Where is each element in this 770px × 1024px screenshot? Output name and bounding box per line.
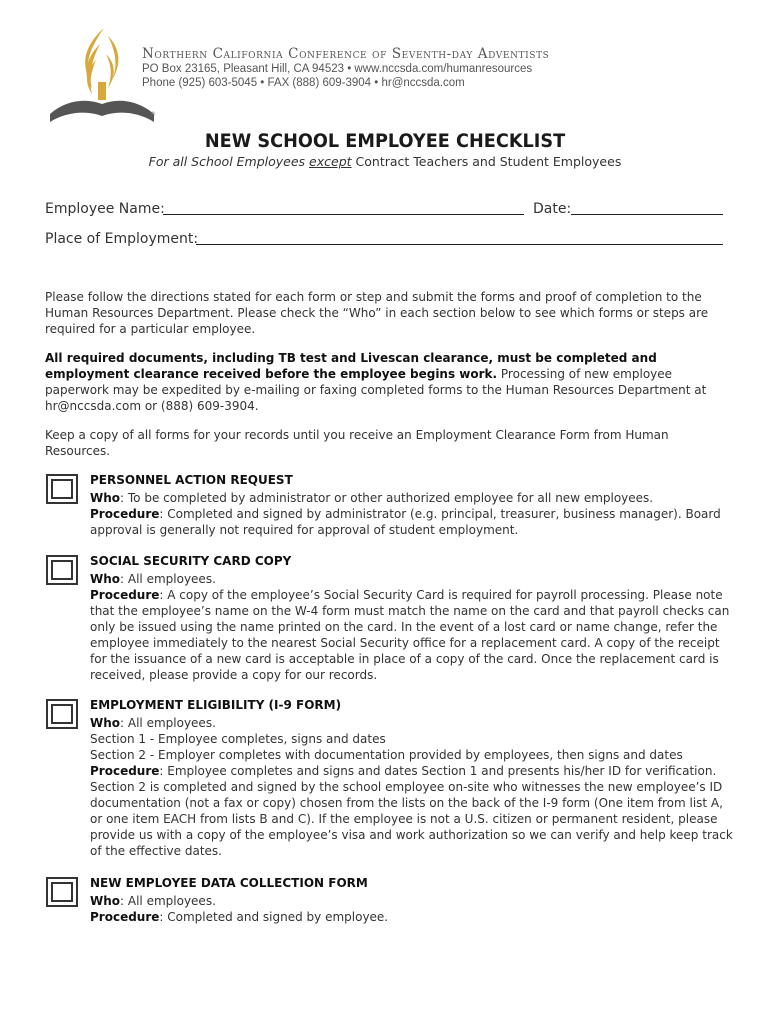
registered-mark: ® (150, 111, 156, 118)
personnel-action-checkbox[interactable] (46, 474, 78, 504)
place-of-employment-label: Place of Employment: (45, 231, 199, 247)
org-header (142, 46, 549, 90)
item-title: SOCIAL SECURITY CARD COPY (90, 554, 292, 568)
org-contact: Phone (925) 603-5045 • FAX (888) 609-3904 • hr@nccsda.com (142, 77, 465, 89)
subtitle-except: except (309, 154, 352, 169)
data-collection-checkbox[interactable] (46, 877, 78, 907)
intro-paragraph-2: All required documents, including TB test and Livescan clearance, must be completed and employment clearance received before the employee begins work. Processing of new employee paperwork may be expedited by e-mailing or faxing completed forms to the Human Resources Department at hr@nccsda.com or (888) 609-3904. (45, 351, 707, 413)
item-title: PERSONNEL ACTION REQUEST (90, 473, 293, 487)
intro-paragraph-3: Keep a copy of all forms for your records until you receive an Employment Clearance Form from Human Resources. (45, 428, 669, 458)
intro-required-bold: All required documents, including TB test and Livescan clearance, must be completed and employment clearance received before the employee begins work. (45, 351, 657, 381)
subtitle-part1: For all School Employees (148, 154, 310, 169)
checklist-item-body: SOCIAL SECURITY CARD COPY Who: All employees. Procedure: A copy of the employee’s Social Security Card is required for payroll processing. Please note that the employee’s name on the W-4 form must match the name on the card and that payroll checks can only be issued using the name printed on the card. In the event of a lost card or name change, refer the employee immediately to the nearest Social Security office for a replacement card. A copy of the receipt for the issuance of a new card is acceptable in place of a copy of the card. Once the replacement card is received, please provide a copy for our records. (90, 553, 736, 683)
employee-name-label: Employee Name: (45, 201, 165, 217)
place-of-employment-field[interactable] (196, 244, 723, 245)
employment-eligibility-checkbox[interactable] (46, 699, 78, 729)
employee-name-field[interactable] (163, 214, 524, 215)
intro-paragraph-1: Please follow the directions stated for each form or step and submit the forms and proof of completion to the Human Resources Department. Please check the “Who” in each section below to see which forms or steps are required for a particular employee. (45, 290, 709, 336)
section-1-text: Section 1 - Employee completes, signs and dates (90, 732, 386, 746)
subtitle-part3: Contract Teachers and Student Employees (351, 154, 622, 169)
checklist-item-body: PERSONNEL ACTION REQUEST Who: To be completed by administrator or other authorized employee for all new employees. Procedure: Completed and signed by administrator (e.g. principal, treasurer, business manager). Board approval is generally not required for approval of student employment. (90, 472, 736, 538)
social-security-checkbox[interactable] (46, 555, 78, 585)
checklist-item-body: EMPLOYMENT ELIGIBILITY (I-9 FORM) Who: All employees. Section 1 - Employee completes, signs and dates Section 2 - Employer completes with documentation provided by employees, then signs and dates Procedure: Employee completes and signs and dates Section 1 and presents his/her ID for verification. Section 2 is completed and signed by the school employee on-site who witnesses the new employee’s ID documentation (not a fax or copy) chosen from the lists on the back of the I-9 form (One item from list A, or one item EACH from lists B and C). If the employee is not a U.S. citizen or permanent resident, please provide us with a copy of the employee’s visa and work authorization so we can verify and help keep track of the effective dates. (90, 697, 736, 859)
checklist-item-body: NEW EMPLOYEE DATA COLLECTION FORM Who: All employees. Procedure: Completed and signed by employee. (90, 875, 736, 925)
page-title: NEW SCHOOL EMPLOYEE CHECKLIST (204, 130, 566, 152)
org-address: PO Box 23165, Pleasant Hill, CA 94523 • www.nccsda.com/humanresources (142, 63, 533, 75)
date-label: Date: (533, 201, 572, 217)
section-2-text: Section 2 - Employer completes with documentation provided by employees, then signs and dates (90, 748, 683, 762)
page-subtitle (0, 154, 770, 169)
item-title: EMPLOYMENT ELIGIBILITY (I-9 FORM) (90, 698, 342, 712)
org-name: Northern California Conference of Seventh-day Adventists (142, 46, 550, 62)
item-title: NEW EMPLOYEE DATA COLLECTION FORM (90, 876, 368, 890)
date-field[interactable] (571, 214, 723, 215)
